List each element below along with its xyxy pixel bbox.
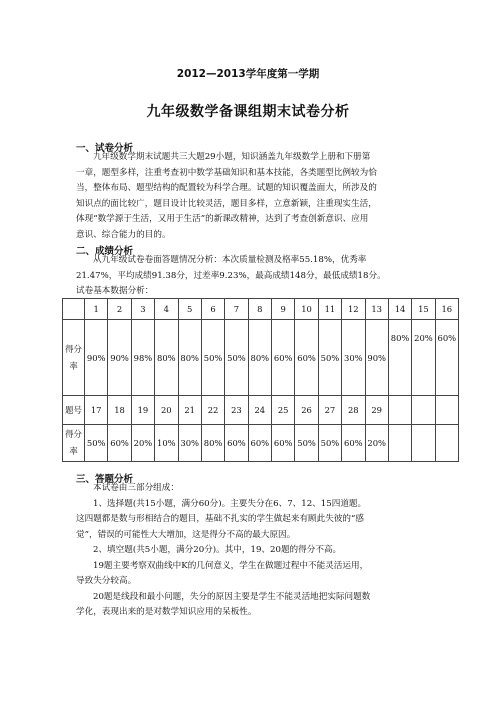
question-number-label: 题号 xyxy=(63,396,85,425)
question-number-cell: 1 xyxy=(85,299,108,320)
question-number-cell: 2 xyxy=(108,299,131,320)
score-rate-cell: 90% xyxy=(108,320,131,396)
question-number-cell: 7 xyxy=(225,299,248,320)
score-rate-label: 得分率 xyxy=(63,425,85,462)
question-number-cell: 6 xyxy=(201,299,224,320)
question-number-cell: 29 xyxy=(365,396,388,425)
score-rate-cell: 60% xyxy=(272,320,295,396)
question-number-cell: 22 xyxy=(201,396,224,425)
question-number-cell: 13 xyxy=(365,299,388,320)
question-number-cell: 14 xyxy=(388,299,411,320)
section-heading-answer-analysis: 三、答题分析 xyxy=(76,474,134,485)
question-number-cell: 15 xyxy=(412,299,435,320)
text-line-content: 1、选择题(共15小题，满分60分)。主要失分在6、7、12、15四道题。 xyxy=(93,498,367,509)
text-line-content: 19题主要考察双曲线中K的几何意义，学生在做题过程中不能灵活运用， xyxy=(93,560,369,571)
question-number-cell: 28 xyxy=(342,396,365,425)
question-number-cell: 23 xyxy=(225,396,248,425)
question-number-cell: 27 xyxy=(318,396,341,425)
score-rate-cell: 60% xyxy=(225,425,248,462)
score-rate-cell: 50% xyxy=(225,320,248,396)
text-line xyxy=(76,253,432,269)
score-rate-cell: 98% xyxy=(131,320,154,396)
question-number-cell: 25 xyxy=(272,396,295,425)
text-line xyxy=(76,543,432,559)
text-line: 意识、综合能力的目的。 xyxy=(76,229,171,240)
score-rate-cell: 20% xyxy=(365,425,388,462)
text-line: 当，整体布局、题型结构的配置较为科学合理。试题的知识覆盖面大，所涉及的 xyxy=(76,183,377,193)
question-number-cell: 5 xyxy=(178,299,201,320)
paper-analysis-paragraph xyxy=(76,150,432,243)
text-line: 觉”，错误的可能性大大增加，这是得分不高的最大原因。 xyxy=(76,529,296,540)
score-rate-cell: 80% xyxy=(248,320,271,396)
question-number-cell: 26 xyxy=(295,396,318,425)
score-rate-cell: 50% xyxy=(318,425,341,462)
score-rate-cell: 30% xyxy=(342,320,365,396)
score-rate-cell: 80% xyxy=(155,320,178,396)
score-rate-cell: 50% xyxy=(295,425,318,462)
empty-cell xyxy=(388,396,411,425)
score-rate-cell: 80% xyxy=(178,320,201,396)
question-number-cell: 16 xyxy=(435,299,458,320)
document-term-title: 2012—2013学年度第一学期 xyxy=(176,68,320,80)
text-line xyxy=(76,150,432,166)
question-number-cell: 10 xyxy=(295,299,318,320)
table-row xyxy=(63,425,459,462)
score-rate-cell: 60% xyxy=(108,425,131,462)
score-rate-cell: 80% xyxy=(201,425,224,462)
document-main-title: 九年级数学备课组期末试卷分析 xyxy=(146,104,350,120)
text-line: 体现“数学源于生活，又用于生活”的新课改精神，达到了考查创新意识、应用 xyxy=(76,214,369,224)
question-number-cell: 24 xyxy=(248,396,271,425)
empty-cell xyxy=(412,425,435,462)
question-number-cell: 18 xyxy=(108,396,131,425)
text-line-content: 20题是线段和最小问题，失分的原因主要是学生不能灵活地把实际问题数 xyxy=(93,591,371,602)
question-number-cell: 9 xyxy=(272,299,295,320)
score-rate-cell: 60% xyxy=(295,320,318,396)
score-rate-cell: 60% xyxy=(342,425,365,462)
text-line: 一章，题型多样，注重考查初中数学基础知识和基本技能，各类题型比例较为恰 xyxy=(76,167,377,178)
score-rate-cell: 80% xyxy=(388,320,411,396)
table-row xyxy=(63,320,459,396)
question-number-cell: 11 xyxy=(318,299,341,320)
question-number-cell: 21 xyxy=(178,396,201,425)
text-line xyxy=(76,590,432,606)
answer-analysis-paragraph xyxy=(76,481,432,621)
text-line: 21.47%，平均成绩91.38分，过差率9.23%，最高成绩148分，最低成绩18分。 xyxy=(76,270,386,281)
section-heading-paper-analysis: 一、试卷分析 xyxy=(76,143,134,154)
score-rate-cell: 60% xyxy=(248,425,271,462)
text-line: 学化，表现出来的是对数学知识应用的呆板性。 xyxy=(76,607,257,617)
text-line: 试卷基本数据分析： xyxy=(76,286,154,296)
text-line xyxy=(76,559,432,575)
section-heading-score-analysis: 二、成绩分析 xyxy=(76,246,134,257)
score-rate-cell: 10% xyxy=(155,425,178,462)
empty-cell xyxy=(435,425,458,462)
score-rate-label: 得分率 xyxy=(63,320,85,396)
question-number-cell: 4 xyxy=(155,299,178,320)
table-row xyxy=(63,299,459,320)
score-rate-cell: 20% xyxy=(412,320,435,396)
question-number-cell: 3 xyxy=(131,299,154,320)
text-line-content: 从九年级试卷卷面答题情况分析：本次质量检测及格率55.18%，优秀率 xyxy=(93,255,367,265)
text-line-content: 2、填空题(共5小题，满分20分)。其中，19、20题的得分不高。 xyxy=(93,545,342,555)
score-rate-cell: 50% xyxy=(318,320,341,396)
table-row xyxy=(63,396,459,425)
text-line-content: 本试卷由三部分组成： xyxy=(93,483,179,493)
score-rate-cell: 30% xyxy=(178,425,201,462)
score-rate-table xyxy=(62,298,459,462)
text-line xyxy=(76,497,432,513)
score-rate-cell: 50% xyxy=(201,320,224,396)
score-rate-cell: 20% xyxy=(131,425,154,462)
score-rate-cell: 50% xyxy=(85,425,108,462)
text-line: 知识点的面比较广，题目设计比较灵活，题目多样，立意新颖，注重现实生活， xyxy=(76,198,377,209)
text-line: 导致失分较高。 xyxy=(76,576,137,586)
question-number-cell: 19 xyxy=(131,396,154,425)
empty-cell xyxy=(412,396,435,425)
text-line: 这四题都是数与形相结合的题目，基础不扎实的学生做起来有顾此失彼的“感 xyxy=(76,514,364,524)
score-rate-cell: 90% xyxy=(85,320,108,396)
score-rate-cell: 90% xyxy=(365,320,388,396)
question-number-cell: 12 xyxy=(342,299,365,320)
question-number-cell: 20 xyxy=(155,396,178,425)
score-analysis-paragraph xyxy=(76,253,432,300)
empty-cell xyxy=(388,425,411,462)
question-number-cell: 17 xyxy=(85,396,108,425)
empty-cell xyxy=(435,396,458,425)
score-rate-cell: 60% xyxy=(435,320,458,396)
text-line xyxy=(76,481,432,497)
score-rate-cell: 60% xyxy=(272,425,295,462)
text-line-content: 九年级数学期末试题共三大题29小题，知识涵盖九年级数学上册和下册第 xyxy=(93,152,371,162)
question-number-cell: 8 xyxy=(248,299,271,320)
table-corner-cell xyxy=(63,299,85,320)
